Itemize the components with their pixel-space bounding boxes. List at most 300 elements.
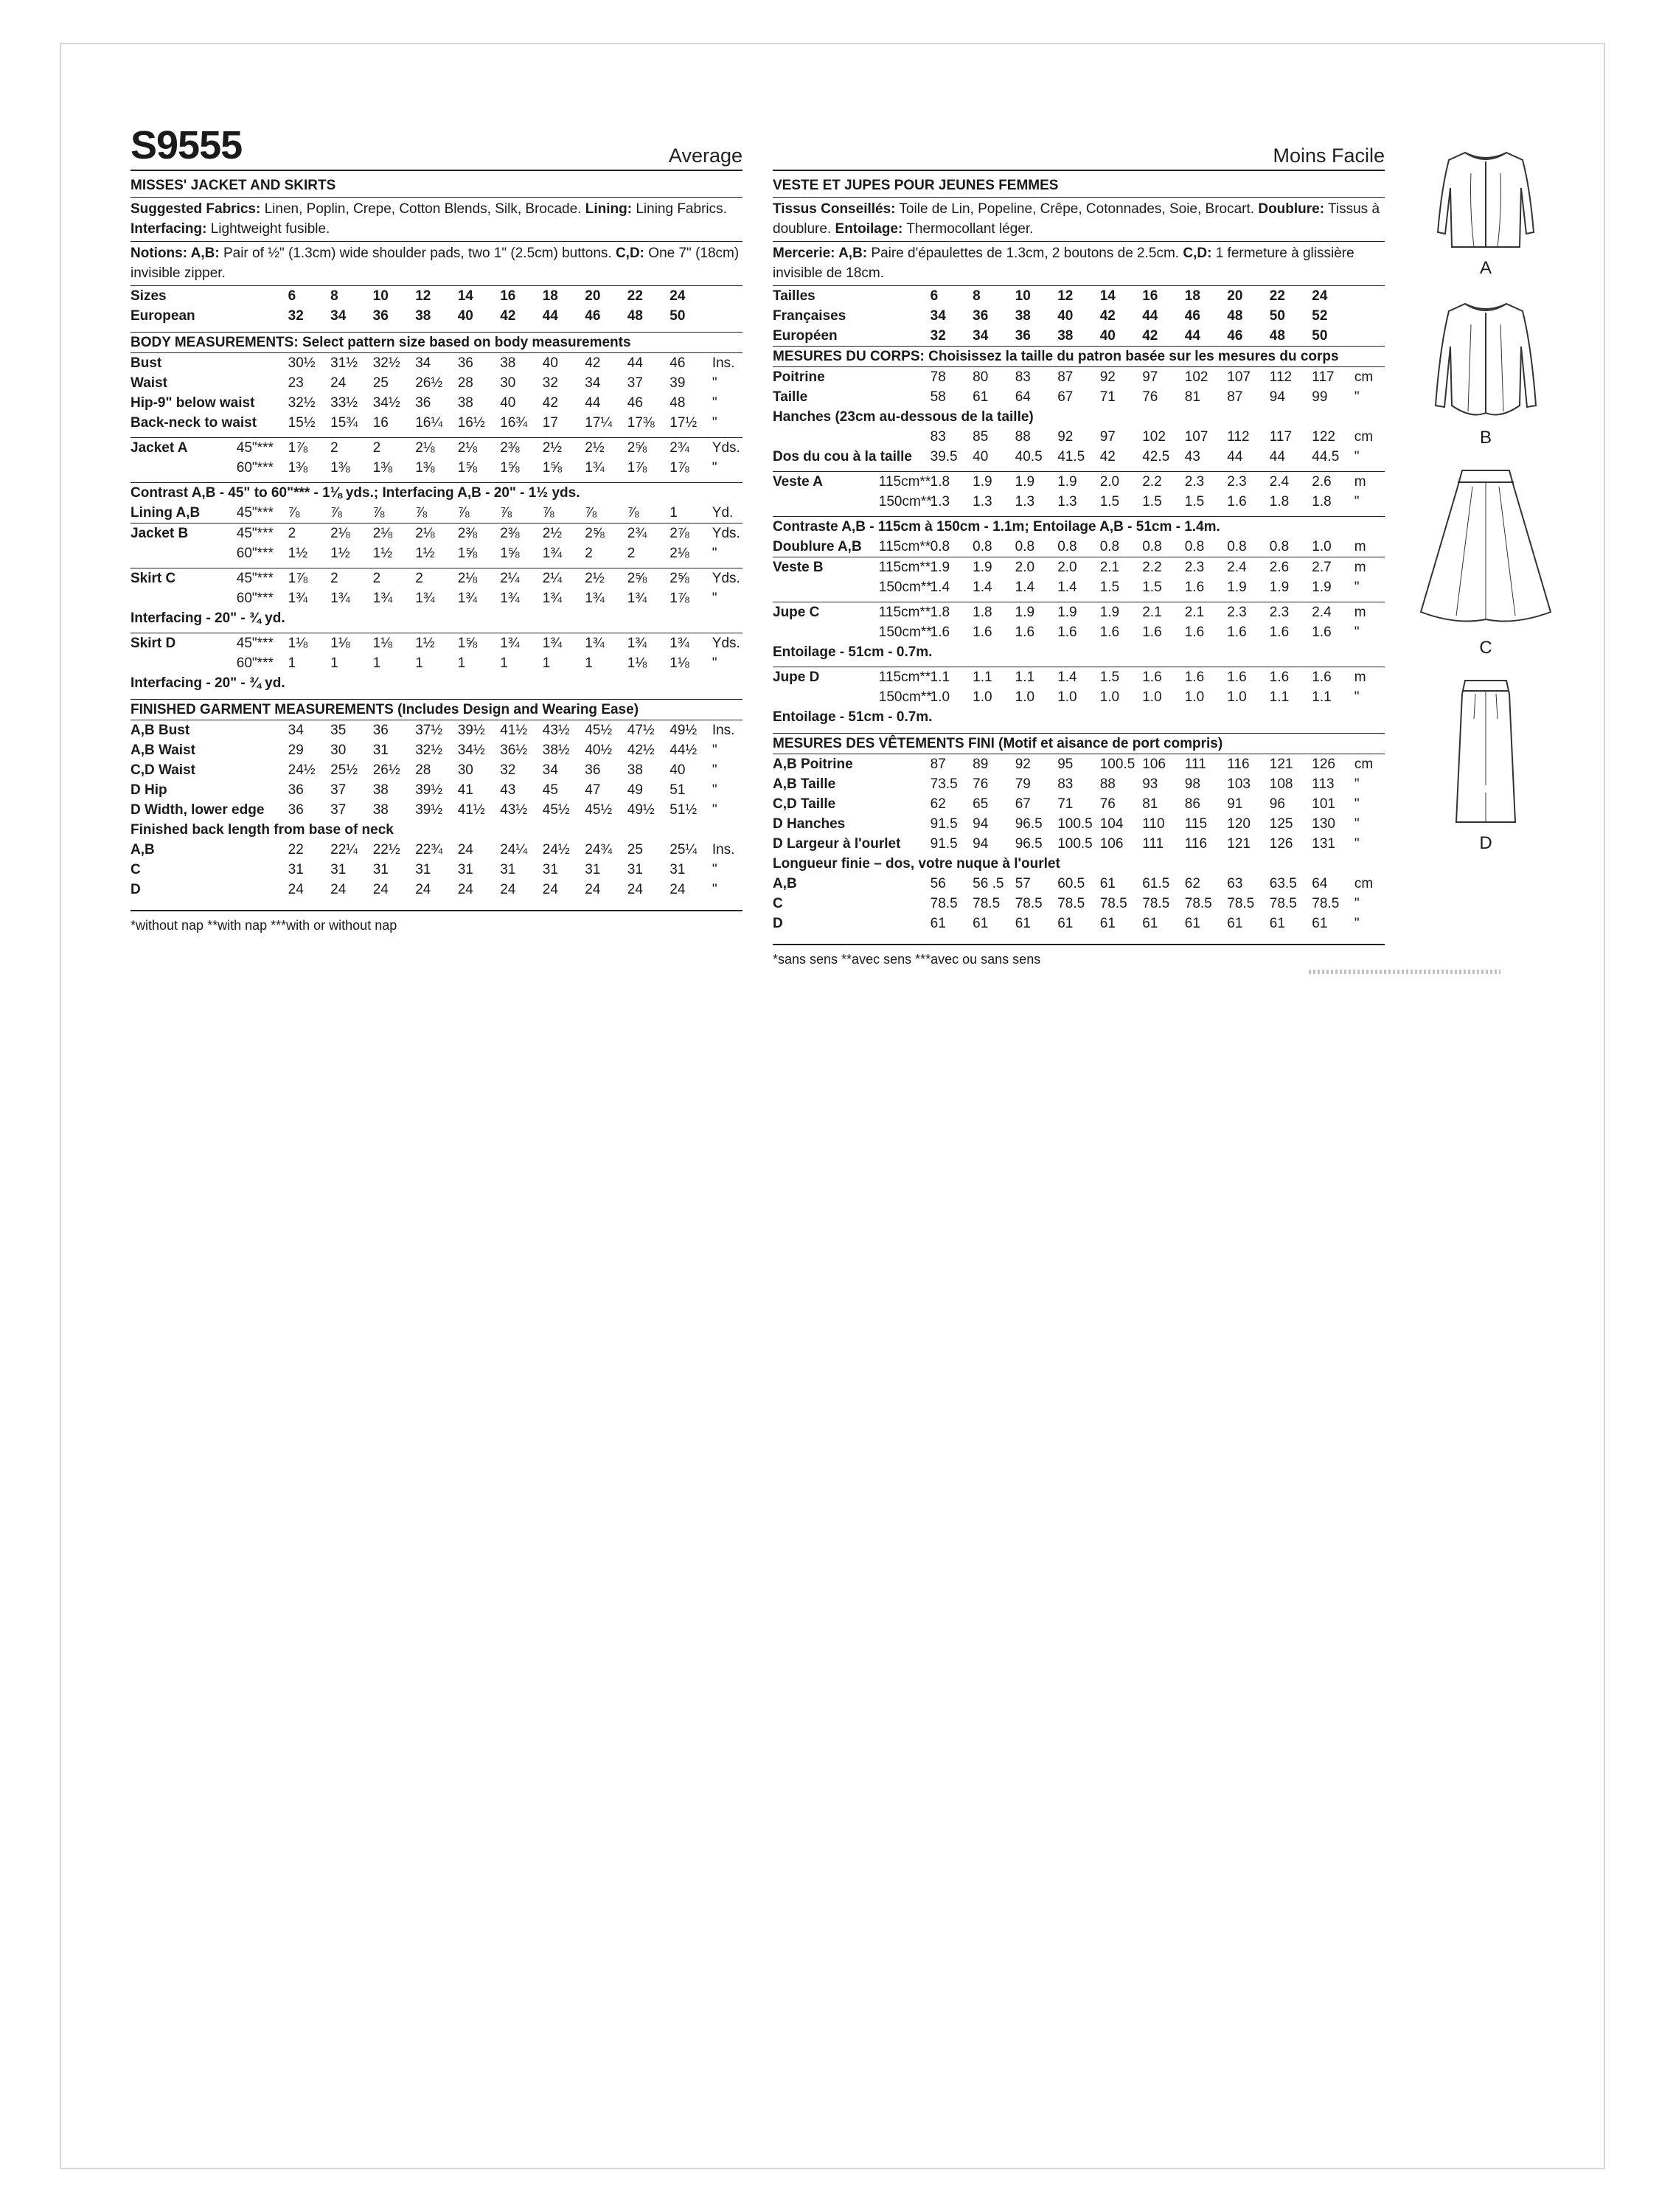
size-value: 108 (1269, 776, 1293, 792)
size-value: 37½ (415, 723, 443, 738)
size-value: 76 (1142, 389, 1158, 405)
size-value: 2¾ (627, 526, 647, 541)
size-value: 67 (1015, 796, 1031, 812)
size-value: 2⅛ (457, 440, 478, 456)
size-value: 40.5 (1015, 449, 1043, 465)
size-value: 1.3 (1057, 494, 1077, 509)
size-value: 31 (372, 862, 389, 877)
row-fabric-width: 115cm** (878, 539, 931, 554)
size-value: 43 (1184, 449, 1200, 465)
size-value: 1.0 (1227, 689, 1247, 705)
row-fabric-width: 115cm** (878, 669, 931, 685)
size-value: 1 (372, 655, 381, 671)
size-value: 16¼ (415, 415, 443, 431)
size-value: 2.3 (1227, 605, 1247, 620)
size-value: 61 (1184, 916, 1200, 931)
skirt-d-block (131, 633, 742, 693)
size-value: 6 (930, 288, 939, 304)
difficulty-label-fr: Moins Facile (1273, 145, 1385, 167)
table-row (131, 286, 742, 306)
size-value: 80 (973, 369, 989, 385)
difficulty-label: Average (668, 145, 742, 167)
table-row (131, 543, 742, 563)
row-label: Taille (773, 389, 808, 405)
row-unit: m (1354, 605, 1366, 620)
size-value: 31 (585, 862, 601, 877)
size-value: 2 (372, 571, 381, 586)
row-unit: cm (1354, 757, 1374, 772)
fabrics-paragraph-fr (773, 198, 1385, 242)
size-value: 62 (1184, 876, 1200, 891)
size-value: 1⅝ (500, 546, 520, 561)
size-value: 91.5 (930, 816, 958, 832)
size-value: 2¼ (500, 571, 520, 586)
row-unit: m (1354, 474, 1366, 490)
size-value: 76 (1099, 796, 1116, 812)
size-value: 63 (1227, 876, 1243, 891)
size-value: 42 (1142, 328, 1158, 344)
size-value: 32 (930, 328, 946, 344)
size-value: 2 (288, 526, 296, 541)
size-value: 1.6 (973, 625, 992, 640)
table-row (773, 687, 1385, 707)
size-value: ⅞ (415, 505, 428, 521)
size-value: 61 (973, 389, 989, 405)
size-value: 1.5 (1099, 580, 1120, 595)
size-value: 16 (500, 288, 516, 304)
size-value: 81 (1142, 796, 1158, 812)
table-row (773, 447, 1385, 467)
size-value: 56 (930, 876, 946, 891)
table-row (131, 840, 742, 860)
size-value: 1.6 (1099, 625, 1120, 640)
row-unit: " (1354, 776, 1360, 792)
sizes-table-fr (773, 286, 1385, 346)
table-row (131, 653, 742, 673)
size-value: 31 (330, 862, 347, 877)
size-value: 31 (457, 862, 473, 877)
size-value: 36 (457, 355, 473, 371)
size-value: 34½ (372, 395, 400, 411)
sizes-table (131, 286, 742, 326)
size-value: 1⅛ (372, 636, 393, 651)
size-value: 130 (1312, 816, 1335, 832)
size-value: 2⅛ (415, 440, 435, 456)
back-length-table-fr (773, 874, 1385, 933)
row-unit: " (712, 782, 717, 798)
fabrics-label-fr: Tissus Conseillés: (773, 201, 896, 217)
size-value: 1.6 (1312, 669, 1332, 685)
size-value: 26½ (415, 375, 443, 391)
size-value: 38 (1015, 308, 1031, 324)
contrast-block-fr (773, 516, 1385, 557)
size-value: 37 (330, 782, 347, 798)
size-value: 34½ (457, 742, 485, 758)
size-value: 22 (627, 288, 643, 304)
size-value: 1.9 (1312, 580, 1332, 595)
size-value: 39 (669, 375, 686, 391)
notions-cd-text: One 7" (18cm) invisible zipper. (131, 246, 740, 281)
row-fabric-width: 150cm** (878, 625, 932, 640)
size-value: 63.5 (1269, 876, 1297, 891)
size-value: 103 (1227, 776, 1251, 792)
size-value: 41½ (500, 723, 528, 738)
size-value: 2.4 (1227, 560, 1247, 575)
size-value: 24 (330, 375, 347, 391)
size-value: 94 (973, 836, 989, 852)
row-unit: Yds. (712, 440, 740, 456)
size-value: 1¾ (542, 591, 563, 606)
size-value: 1.9 (973, 474, 992, 490)
size-value: 39.5 (930, 449, 958, 465)
row-label: A,B Taille (773, 776, 836, 792)
size-value: 1.6 (1269, 625, 1290, 640)
size-value: 31 (500, 862, 516, 877)
row-unit: Ins. (712, 723, 735, 738)
size-value: 40 (500, 395, 516, 411)
size-value: 91.5 (930, 836, 958, 852)
size-value: 2.3 (1184, 560, 1205, 575)
size-value: 78.5 (1099, 896, 1127, 911)
row-fabric-width: 115cm** (878, 560, 931, 575)
table-row (773, 602, 1385, 622)
row-unit: " (1354, 796, 1360, 812)
size-value: 1½ (415, 636, 435, 651)
size-value: 12 (415, 288, 431, 304)
size-value: 33½ (330, 395, 358, 411)
size-value: 41.5 (1057, 449, 1085, 465)
size-value: 44 (627, 355, 643, 371)
size-value: 1 (457, 655, 466, 671)
row-unit: " (1354, 449, 1360, 465)
size-value: 58 (930, 389, 946, 405)
size-value: 29 (288, 742, 304, 758)
row-label: D (131, 882, 141, 897)
size-value: ⅞ (372, 505, 385, 521)
size-value: 1.1 (1269, 689, 1290, 705)
size-value: 38 (415, 308, 431, 324)
size-value: ⅞ (457, 505, 470, 521)
size-value: 78.5 (1184, 896, 1212, 911)
size-value: 2.0 (1015, 560, 1035, 575)
notions-text-fr: Paire d'épaulettes de 1.3cm, 2 boutons de 2.5cm. (867, 246, 1183, 261)
size-value: 1.5 (1142, 494, 1162, 509)
row-unit (712, 306, 742, 326)
size-value: 91 (1227, 796, 1243, 812)
size-value: 78.5 (1227, 896, 1255, 911)
size-value: 34 (415, 355, 431, 371)
size-value: 25 (627, 842, 643, 858)
row-label: Lining A,B (131, 505, 201, 521)
size-value: 65 (973, 796, 989, 812)
skirt-c-icon (1412, 465, 1559, 634)
size-value: 1⅞ (627, 460, 647, 476)
view-d-letter: D (1479, 833, 1492, 853)
size-value: 31 (627, 862, 643, 877)
size-value: 1¾ (542, 636, 563, 651)
size-value: 38 (372, 802, 389, 818)
row-fabric-width: 60"*** (236, 591, 274, 606)
size-value: 42 (542, 395, 558, 411)
size-value: 38 (627, 762, 643, 778)
row-unit: " (712, 762, 717, 778)
size-value: 61 (1312, 916, 1328, 931)
contrast-note-fr: Contraste A,B - 115cm à 150cm - 1.1m; Entoilage A,B - 51cm - 1.4m. (773, 519, 1220, 535)
size-value: 78 (930, 369, 946, 385)
row-label: Skirt C (131, 571, 176, 586)
size-value: 71 (1099, 389, 1116, 405)
size-value: 44 (1269, 449, 1285, 465)
size-value: 46 (1184, 308, 1200, 324)
size-value: 17¼ (585, 415, 613, 431)
size-value: 16 (372, 415, 389, 431)
interfacing-text: Lightweight fusible. (206, 221, 330, 237)
size-value: 1⅞ (669, 591, 689, 606)
row-label (131, 543, 237, 563)
size-value: 2¼ (542, 571, 563, 586)
row-unit: " (712, 415, 717, 431)
size-value: 38 (457, 395, 473, 411)
size-value: 113 (1312, 776, 1335, 792)
size-value: 24 (330, 882, 347, 897)
skirt-d-interfacing: Interfacing - 20" - ¾ yd. (131, 675, 285, 691)
size-value: 43 (500, 782, 516, 798)
size-value: 2.3 (1227, 474, 1247, 490)
size-value: 47 (585, 782, 601, 798)
row-label: C (131, 862, 141, 877)
size-value: 1.5 (1184, 494, 1205, 509)
row-label: Françaises (773, 308, 846, 324)
table-row (131, 740, 742, 760)
size-value: 44½ (669, 742, 698, 758)
table-row (131, 438, 742, 458)
size-value: 57 (1015, 876, 1031, 891)
notions-cd-label: C,D: (615, 246, 645, 261)
size-value: 1.9 (930, 560, 950, 575)
size-value: 28 (457, 375, 473, 391)
size-value: 120 (1227, 816, 1251, 832)
jupe-c-block (773, 602, 1385, 662)
row-label: Back-neck to waist (131, 415, 257, 431)
size-value: 40 (457, 308, 473, 324)
size-value: 2⅜ (500, 526, 520, 541)
size-value: 1.8 (973, 605, 992, 620)
size-value: 1⅞ (669, 460, 689, 476)
size-value: 2⅛ (415, 526, 435, 541)
size-value: 0.8 (1057, 539, 1077, 554)
size-value: 1⅜ (288, 460, 308, 476)
row-unit: " (712, 546, 717, 561)
size-value: 1.9 (973, 560, 992, 575)
size-value: 24¾ (585, 842, 613, 858)
size-value: 34 (585, 375, 601, 391)
notions-cd-text-fr: 1 fermeture à glissière invisible de 18cm. (773, 246, 1354, 281)
size-value: 1.1 (1312, 689, 1332, 705)
row-label: Veste B (773, 560, 824, 575)
size-value: 64 (1312, 876, 1328, 891)
size-value: 93 (1142, 776, 1158, 792)
size-value: 47½ (627, 723, 655, 738)
size-value: 2⅛ (372, 526, 393, 541)
skirt-d-table (131, 633, 742, 673)
footnote-fr: *sans sens **avec sens ***avec ou sans sens (773, 944, 1385, 970)
size-value: 37 (627, 375, 643, 391)
table-row (773, 894, 1385, 914)
size-value: 46 (669, 355, 686, 371)
size-value: 51 (669, 782, 686, 798)
size-value: 45½ (542, 802, 570, 818)
view-c-letter: C (1479, 638, 1492, 658)
size-value: 1.6 (930, 625, 950, 640)
size-value: 117 (1269, 429, 1293, 445)
doublure-table (773, 537, 1385, 557)
size-value: 44 (1184, 328, 1200, 344)
row-unit: " (1354, 689, 1360, 705)
interfacing-text-fr: Thermocollant léger. (902, 221, 1034, 237)
row-label: Jacket B (131, 526, 189, 541)
size-value: 40 (1099, 328, 1116, 344)
size-value: 92 (1015, 757, 1031, 772)
size-value: 1.0 (1142, 689, 1162, 705)
jupe-c-interfacing: Entoilage - 51cm - 0.7m. (773, 644, 933, 660)
size-value: 61.5 (1142, 876, 1170, 891)
size-value: 131 (1312, 836, 1335, 852)
size-value: 98 (1184, 776, 1200, 792)
size-value: 83 (930, 429, 946, 445)
table-row (773, 774, 1385, 794)
table-row (773, 577, 1385, 597)
size-value: 38 (372, 782, 389, 798)
size-value: 1.6 (1269, 669, 1290, 685)
row-label: Européen (773, 328, 838, 344)
row-label: D Hanches (773, 816, 846, 832)
size-value: 126 (1312, 757, 1335, 772)
size-value: 1.9 (1227, 580, 1247, 595)
row-label (131, 653, 237, 673)
table-row (131, 393, 742, 413)
size-value: 15½ (288, 415, 316, 431)
size-value: 32 (500, 762, 516, 778)
row-label: Dos du cou à la taille (773, 449, 912, 465)
notions-label: Notions: A,B: (131, 246, 220, 261)
size-value: 106 (1142, 757, 1166, 772)
size-value: 1⅛ (330, 636, 350, 651)
size-value: 24 (627, 882, 643, 897)
size-value: 1¾ (585, 591, 605, 606)
size-value: 112 (1269, 369, 1293, 385)
finished-measurements-heading-fr: MESURES DES VÊTEMENTS FINI (Motif et aisance de port compris) (773, 733, 1385, 754)
size-value: 18 (542, 288, 558, 304)
size-value: 42.5 (1142, 449, 1170, 465)
size-value: 31 (542, 862, 558, 877)
table-row (773, 472, 1385, 492)
table-row (773, 794, 1385, 814)
size-value: 100.5 (1099, 757, 1135, 772)
table-row (773, 834, 1385, 854)
size-value: 2.7 (1312, 560, 1332, 575)
size-value: 17 (542, 415, 558, 431)
jupe-d-block (773, 667, 1385, 727)
size-value: 60.5 (1057, 876, 1085, 891)
row-label: European (131, 308, 195, 324)
row-label (773, 577, 879, 597)
size-value: 1¾ (542, 546, 563, 561)
size-value: 94 (1269, 389, 1285, 405)
row-fabric-width: 150cm** (878, 580, 932, 595)
size-value: 24½ (542, 842, 570, 858)
size-value: 46 (1227, 328, 1243, 344)
size-value: 78.5 (930, 896, 958, 911)
row-unit: " (712, 395, 717, 411)
size-value: 34 (930, 308, 946, 324)
size-value: 0.8 (1015, 539, 1035, 554)
size-value: 10 (372, 288, 389, 304)
size-value: 6 (288, 288, 296, 304)
view-a (1412, 144, 1559, 279)
row-unit: Yds. (712, 571, 740, 586)
table-row (773, 286, 1385, 306)
jupe-d-interfacing: Entoilage - 51cm - 0.7m. (773, 709, 933, 725)
size-value: 1.6 (1142, 669, 1162, 685)
size-value: 22 (288, 842, 304, 858)
size-value: 1⅞ (288, 571, 308, 586)
size-value: 1⅛ (288, 636, 308, 651)
size-value: 37 (330, 802, 347, 818)
table-row (131, 720, 742, 740)
size-value: 102 (1142, 429, 1166, 445)
size-value: 1.6 (1227, 494, 1247, 509)
size-value: 1.3 (1015, 494, 1035, 509)
fabrics-label: Suggested Fabrics: (131, 201, 261, 217)
row-label: Hip-9" below waist (131, 395, 255, 411)
size-value: 0.8 (1227, 539, 1247, 554)
size-value: 25¼ (669, 842, 698, 858)
size-value: 76 (973, 776, 989, 792)
size-value: 30 (500, 375, 516, 391)
jacket-a-table (131, 438, 742, 478)
size-value: 61 (1015, 916, 1031, 931)
size-value: 78.5 (1057, 896, 1085, 911)
table-row (131, 588, 742, 608)
size-value: 97 (1099, 429, 1116, 445)
size-value: 2⅜ (457, 526, 478, 541)
size-value: 2⅝ (585, 526, 605, 541)
row-fabric-width: 60"*** (236, 655, 274, 671)
size-value: 34 (288, 723, 304, 738)
size-value: 2½ (585, 571, 605, 586)
row-unit: cm (1354, 369, 1374, 385)
size-value: 50 (1312, 328, 1328, 344)
row-unit: " (1354, 580, 1360, 595)
row-label (773, 427, 931, 447)
row-unit: " (1354, 896, 1360, 911)
size-value: 1.6 (1227, 625, 1247, 640)
size-value: 1.8 (1312, 494, 1332, 509)
size-value: 22 (1269, 288, 1285, 304)
row-unit: " (712, 460, 717, 476)
table-row (131, 458, 742, 478)
size-value: 56 .5 (973, 876, 1004, 891)
size-value: 36 (288, 782, 304, 798)
size-value: 24 (669, 882, 686, 897)
size-value: 81 (1184, 389, 1200, 405)
size-value: 1.9 (1269, 580, 1290, 595)
size-value: 107 (1184, 429, 1208, 445)
size-value: 78.5 (1312, 896, 1340, 911)
size-value: 106 (1099, 836, 1124, 852)
size-value: 1 (500, 655, 508, 671)
size-value: 1⅝ (542, 460, 563, 476)
